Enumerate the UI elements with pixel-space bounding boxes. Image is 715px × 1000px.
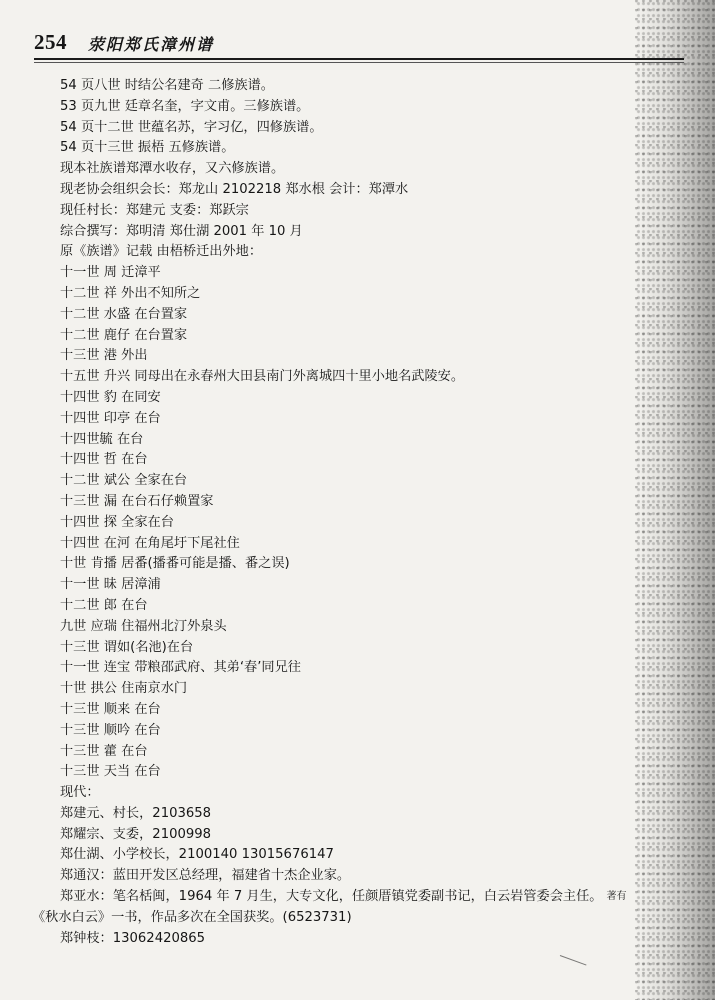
text-line: 现本社族谱郑潭水收存，又六修族谱。 <box>60 161 285 177</box>
text-line: 十二世 祥 外出不知所之 <box>60 285 201 301</box>
text-line: 十三世 藿 在台 <box>60 743 148 759</box>
text-line: 十四世 哲 在台 <box>60 452 148 468</box>
running-title: 荥阳郑氏漳州谱 <box>88 35 215 54</box>
text-line: 九世 应瑞 住福州北汀外泉头 <box>60 618 227 634</box>
text-line: 十三世 顺吟 在台 <box>60 722 161 738</box>
text-line: 十三世 谓如(名池)在台 <box>60 639 194 655</box>
header-rule-thin <box>34 62 684 63</box>
page-body <box>32 76 680 949</box>
text-line: 十五世 升兴 同母出在永春州大田县南门外离城四十里小地名武陵安。 <box>60 369 465 385</box>
text-line: 十四世 探 全家在台 <box>60 514 174 530</box>
text-line: 郑建元、村长，2103658 <box>60 805 212 821</box>
page-header <box>34 30 674 60</box>
pencil-mark <box>560 955 587 966</box>
text-line: 郑仕湖、小学校长，2100140 13015676147 <box>60 847 334 863</box>
text-line: 《秋水白云》一书，作品多次在全国获奖。(6523731) <box>32 909 352 925</box>
text-line: 十一世 昧 居漳浦 <box>60 577 161 593</box>
text-line: 现任村长：郑建元 支委：郑跃宗 <box>60 202 249 218</box>
page-number: 254 <box>34 30 67 54</box>
text-line: 十三世 港 外出 <box>60 348 148 364</box>
text-line: 郑钟枝：13062420865 <box>60 930 206 946</box>
text-line <box>60 887 680 908</box>
text-line: 54 页十三世 振梧 五修族谱。 <box>60 140 235 156</box>
text-line: 现老协会组织会长：郑龙山 2102218 郑水根 会计：郑潭水 <box>60 181 409 197</box>
text-line: 54 页八世 时结公名建奇 二修族谱。 <box>60 78 274 93</box>
header-rule <box>34 58 684 60</box>
text-line: 十二世 斌公 全家在台 <box>60 473 188 489</box>
text-line: 郑耀宗、支委，2100998 <box>60 826 212 842</box>
text-line: 十一世 周 迁漳平 <box>60 265 161 281</box>
text-line: 郑通汉：蓝田开发区总经理，福建省十杰企业家。 <box>60 868 351 884</box>
text-line: 原《族谱》记载 由梧桥迁出外地： <box>60 244 263 260</box>
text-line: 十世 拱公 住南京水门 <box>60 681 188 697</box>
text-line: 十二世 鹿仔 在台置家 <box>60 327 188 343</box>
text-line: 53 页九世 廷章名奎，字文甫。三修族谱。 <box>60 98 310 114</box>
text-line: 十二世 水盛 在台置家 <box>60 306 188 322</box>
text-line-content: 郑亚水：笔名栝闽，1964 年 7 月生，大专文化，任颜厝镇党委副书记，白云岩管委会主任。 <box>60 889 603 905</box>
text-line: 十四世毓 在台 <box>60 431 144 447</box>
text-line: 十四世 在河 在角尾圩下尾社住 <box>60 535 240 551</box>
text-line: 十三世 天当 在台 <box>60 764 161 780</box>
text-line: 十三世 顺来 在台 <box>60 701 161 717</box>
text-line: 十二世 郎 在台 <box>60 597 148 613</box>
text-line: 十世 肯播 居番(播番可能是播、番之误) <box>60 556 290 572</box>
text-line: 十四世 豹 在同安 <box>60 389 161 405</box>
text-line: 十三世 漏 在台石仔赖置家 <box>60 493 214 509</box>
text-line: 现代： <box>60 785 100 801</box>
text-line: 十四世 印亭 在台 <box>60 410 161 426</box>
text-line: 综合撰写：郑明清 郑仕湖 2001 年 10 月 <box>60 223 303 239</box>
text-line: 十一世 连宝 带粮邵武府、其弟‘春’同兄往 <box>60 660 301 676</box>
margin-note: 著有 <box>606 891 627 903</box>
text-line: 54 页十二世 世蕴名苏，字习亿，四修族谱。 <box>60 119 323 135</box>
